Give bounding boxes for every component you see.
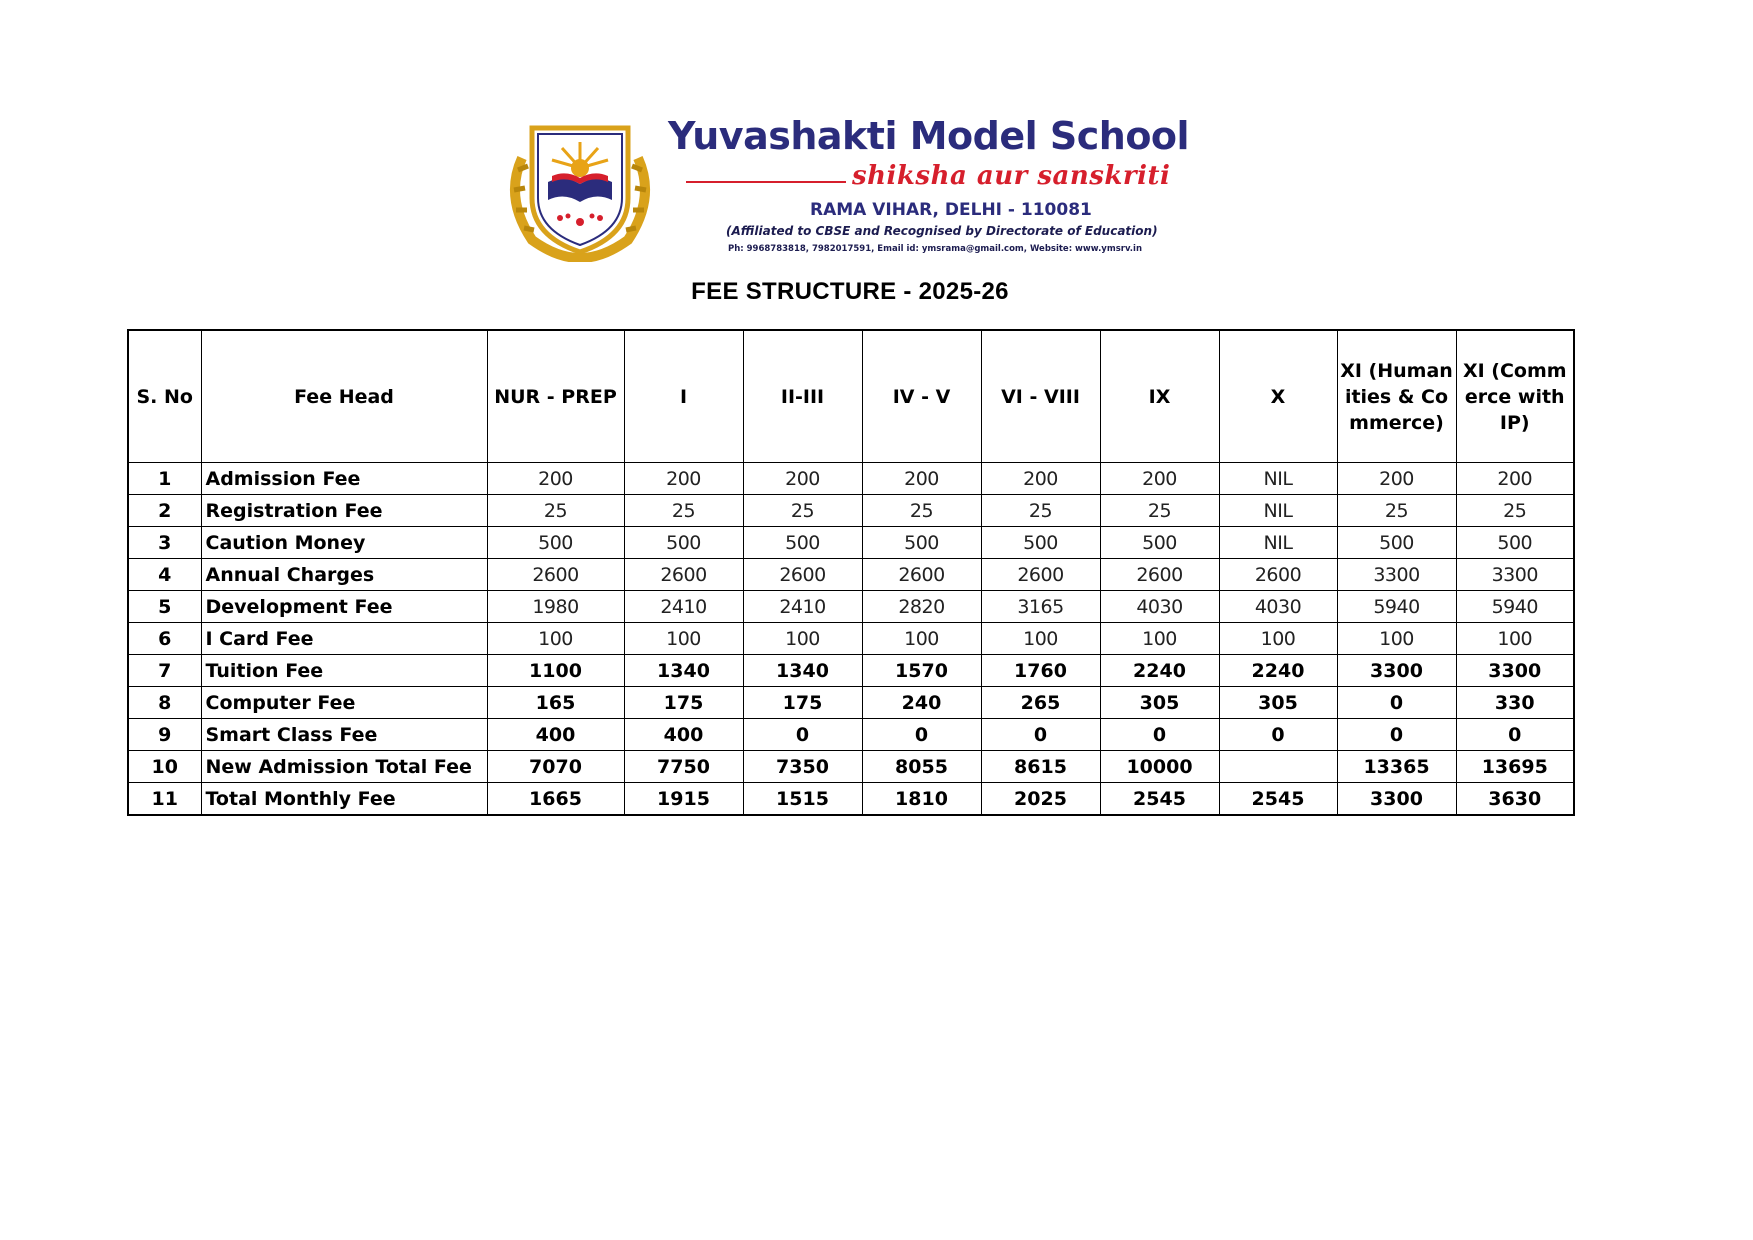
fee-value: 1915	[624, 783, 743, 816]
column-header: Fee Head	[201, 330, 487, 463]
fee-value: 2240	[1100, 655, 1219, 687]
school-address: RAMA VIHAR, DELHI - 110081	[810, 200, 1092, 220]
fee-value: 100	[1219, 623, 1337, 655]
serial-number: 9	[128, 719, 201, 751]
serial-number: 8	[128, 687, 201, 719]
fee-value: 175	[624, 687, 743, 719]
school-motto: shiksha aur sanskriti	[852, 161, 1171, 191]
fee-value: 3630	[1456, 783, 1574, 816]
column-header: X	[1219, 330, 1337, 463]
column-header: II-III	[743, 330, 862, 463]
fee-value: 25	[743, 495, 862, 527]
fee-value: 2600	[862, 559, 981, 591]
fee-value: 200	[981, 463, 1100, 495]
fee-value: 25	[624, 495, 743, 527]
school-header	[496, 114, 1190, 264]
fee-value: 265	[981, 687, 1100, 719]
fee-value: 8615	[981, 751, 1100, 783]
table-row	[128, 527, 1574, 559]
fee-value: 2025	[981, 783, 1100, 816]
fee-value: 25	[1456, 495, 1574, 527]
serial-number: 5	[128, 591, 201, 623]
serial-number: 2	[128, 495, 201, 527]
fee-value: NIL	[1219, 463, 1337, 495]
fee-value: 25	[1337, 495, 1456, 527]
fee-value: 4030	[1100, 591, 1219, 623]
fee-value: 500	[624, 527, 743, 559]
fee-value: 200	[743, 463, 862, 495]
column-header: VI - VIII	[981, 330, 1100, 463]
table-header-row	[128, 330, 1574, 463]
fee-head: Caution Money	[201, 527, 487, 559]
table-row	[128, 687, 1574, 719]
fee-value: 1100	[487, 655, 624, 687]
column-header: XI (Humanities & Commerce)	[1337, 330, 1456, 463]
fee-value: 25	[981, 495, 1100, 527]
fee-value: 100	[862, 623, 981, 655]
fee-table	[127, 329, 1575, 816]
column-header: S. No	[128, 330, 201, 463]
serial-number: 4	[128, 559, 201, 591]
fee-value: 2600	[981, 559, 1100, 591]
fee-value: 2600	[487, 559, 624, 591]
fee-value	[1219, 751, 1337, 783]
fee-value: 0	[1219, 719, 1337, 751]
table-row	[128, 495, 1574, 527]
table-row	[128, 783, 1574, 816]
fee-value: 3300	[1456, 655, 1574, 687]
serial-number: 7	[128, 655, 201, 687]
fee-value: 200	[487, 463, 624, 495]
fee-value: 240	[862, 687, 981, 719]
fee-value: 2600	[1219, 559, 1337, 591]
fee-value: 500	[487, 527, 624, 559]
fee-value: 305	[1219, 687, 1337, 719]
school-contact: Ph: 9968783818, 7982017591, Email id: ymsrama@gmail.com, Website: www.ymsrv.in	[728, 244, 1142, 254]
fee-value: 500	[1337, 527, 1456, 559]
fee-value: 200	[624, 463, 743, 495]
fee-value: 25	[862, 495, 981, 527]
fee-value: 3165	[981, 591, 1100, 623]
fee-value: 2410	[624, 591, 743, 623]
fee-value: 500	[743, 527, 862, 559]
page-title: FEE STRUCTURE - 2025-26	[691, 278, 1009, 305]
fee-value: 2820	[862, 591, 981, 623]
table-row	[128, 559, 1574, 591]
fee-value: 1810	[862, 783, 981, 816]
fee-value: 2600	[743, 559, 862, 591]
fee-head: Admission Fee	[201, 463, 487, 495]
fee-value: 400	[624, 719, 743, 751]
column-header: I	[624, 330, 743, 463]
fee-value: 3300	[1456, 559, 1574, 591]
fee-value: 165	[487, 687, 624, 719]
table-row	[128, 591, 1574, 623]
fee-value: 13695	[1456, 751, 1574, 783]
fee-head: Computer Fee	[201, 687, 487, 719]
fee-value: 1980	[487, 591, 624, 623]
column-header: IV - V	[862, 330, 981, 463]
fee-value: 100	[487, 623, 624, 655]
column-header: XI (Commerce with IP)	[1456, 330, 1574, 463]
column-header: NUR - PREP	[487, 330, 624, 463]
fee-value: 200	[1456, 463, 1574, 495]
fee-value: 0	[981, 719, 1100, 751]
serial-number: 3	[128, 527, 201, 559]
school-crest-icon	[502, 118, 658, 262]
fee-head: Development Fee	[201, 591, 487, 623]
fee-head: Tuition Fee	[201, 655, 487, 687]
fee-value: 500	[1456, 527, 1574, 559]
fee-head: Smart Class Fee	[201, 719, 487, 751]
fee-value: 3300	[1337, 559, 1456, 591]
serial-number: 6	[128, 623, 201, 655]
fee-value: 1340	[743, 655, 862, 687]
fee-head: I Card Fee	[201, 623, 487, 655]
table-row	[128, 623, 1574, 655]
fee-value: 2545	[1219, 783, 1337, 816]
fee-value: 0	[1456, 719, 1574, 751]
fee-value: NIL	[1219, 527, 1337, 559]
fee-value: 1515	[743, 783, 862, 816]
fee-value: 330	[1456, 687, 1574, 719]
fee-value: 0	[862, 719, 981, 751]
fee-value: 7350	[743, 751, 862, 783]
fee-head: Annual Charges	[201, 559, 487, 591]
fee-value: 3300	[1337, 783, 1456, 816]
table-row	[128, 463, 1574, 495]
fee-value: 0	[743, 719, 862, 751]
table-row	[128, 719, 1574, 751]
motto-divider	[686, 181, 846, 183]
fee-value: 200	[1337, 463, 1456, 495]
fee-value: 5940	[1456, 591, 1574, 623]
fee-head: New Admission Total Fee	[201, 751, 487, 783]
fee-value: 1760	[981, 655, 1100, 687]
fee-value: 2240	[1219, 655, 1337, 687]
fee-table-body	[128, 463, 1574, 816]
fee-value: 200	[1100, 463, 1219, 495]
fee-value: 500	[981, 527, 1100, 559]
school-name: Yuvashakti Model School	[668, 114, 1190, 158]
table-row	[128, 655, 1574, 687]
fee-value: NIL	[1219, 495, 1337, 527]
fee-value: 100	[743, 623, 862, 655]
fee-value: 100	[624, 623, 743, 655]
fee-value: 10000	[1100, 751, 1219, 783]
fee-value: 200	[862, 463, 981, 495]
fee-value: 2600	[624, 559, 743, 591]
fee-value: 100	[1456, 623, 1574, 655]
serial-number: 10	[128, 751, 201, 783]
fee-value: 1340	[624, 655, 743, 687]
fee-value: 25	[1100, 495, 1219, 527]
fee-value: 5940	[1337, 591, 1456, 623]
fee-head: Total Monthly Fee	[201, 783, 487, 816]
fee-value: 0	[1337, 719, 1456, 751]
fee-head: Registration Fee	[201, 495, 487, 527]
fee-value: 4030	[1219, 591, 1337, 623]
fee-value: 8055	[862, 751, 981, 783]
fee-value: 2410	[743, 591, 862, 623]
fee-value: 1665	[487, 783, 624, 816]
fee-value: 100	[1337, 623, 1456, 655]
fee-value: 7750	[624, 751, 743, 783]
fee-value: 175	[743, 687, 862, 719]
fee-value: 0	[1100, 719, 1219, 751]
fee-value: 100	[1100, 623, 1219, 655]
fee-value: 2600	[1100, 559, 1219, 591]
fee-value: 13365	[1337, 751, 1456, 783]
fee-value: 2545	[1100, 783, 1219, 816]
serial-number: 11	[128, 783, 201, 816]
fee-value: 3300	[1337, 655, 1456, 687]
column-header: IX	[1100, 330, 1219, 463]
fee-value: 100	[981, 623, 1100, 655]
fee-value: 25	[487, 495, 624, 527]
school-affiliation: (Affiliated to CBSE and Recognised by Directorate of Education)	[726, 224, 1158, 238]
fee-value: 500	[1100, 527, 1219, 559]
fee-value: 305	[1100, 687, 1219, 719]
fee-value: 7070	[487, 751, 624, 783]
serial-number: 1	[128, 463, 201, 495]
fee-value: 400	[487, 719, 624, 751]
table-row	[128, 751, 1574, 783]
fee-value: 500	[862, 527, 981, 559]
fee-value: 0	[1337, 687, 1456, 719]
fee-value: 1570	[862, 655, 981, 687]
